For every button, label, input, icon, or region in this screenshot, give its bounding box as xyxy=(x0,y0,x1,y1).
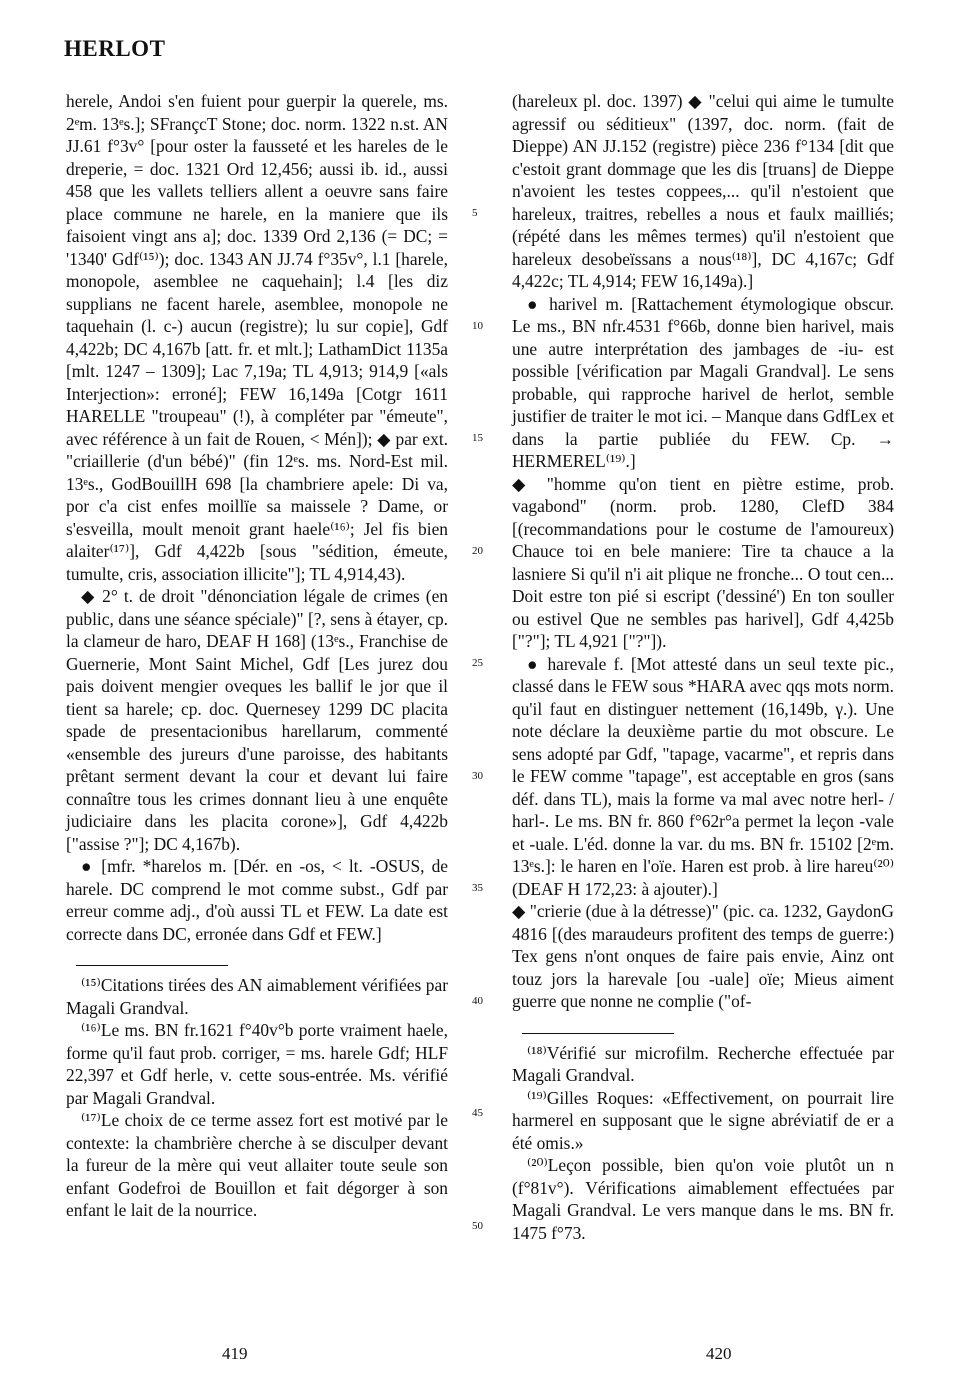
entry-harevale: ● harevale f. [Mot attesté dans un seul texte pic., classé dans le FEW sous *HARA avec qqs mots norm. qu'il faut en distinguer nettement (16,149b, γ.). Une note déclare la deuxième partie du mot obscure. Le sens adopté par Gdf, "tapage, vacarme", et repris dans le FEW comme "tapage", est acceptable en gros (sans déf. dans TL), mais la forme va mal avec notre herl- / harl-. Le ms. BN fr. 860 f°62r°a permet la leçon -vale et -uale. L'éd. donne la var. du ms. BN fr. 15102 [2ᵉm. 13ᵉs.]: le haren en l'oïe. Haren est prob. à lire hareu⁽²⁰⁾ (DEAF H 172,23: à ajouter).] xyxy=(512,653,894,899)
footnote-rule xyxy=(76,965,228,966)
footnote-16: ⁽¹⁶⁾Le ms. BN fr.1621 f°40v°b porte vraiment haele, forme qu'il faut prob. corriger, = ms. harele Gdf; HLF 22,397 et Gdf herle, v. cette sous-entrée. Ms. vérifié par Magali Grandval. xyxy=(66,1020,448,1108)
running-head: HERLOT xyxy=(64,36,166,61)
entry-harivel-sense: ◆ "homme qu'on tient en piètre estime, prob. vagabond" (norm. prob. 1280, ClefD 384 [(recommandations pour le costume de l'amoureux) Chauce toi en bele maniere: Tire ta chauce a la lasniere Si qu'il n'i ait plique ne fronche... O tout cen... Doit estre ton pié si escript ('dessiné') En ton souller ou estivel Que ne sembles pas harivel], Gdf 4,425b ["?"]; TL 4,921 ["?"]). xyxy=(512,473,894,651)
left-column xyxy=(66,90,448,1222)
page-number-left: 419 xyxy=(222,1344,248,1363)
entry-harevale-sense: ◆ "crierie (due à la détresse)" (pic. ca. 1232, GaydonG 4816 [(des maraudeurs profitent des temps de guerre:) Tex gens n'ont onques de faire pais envie, Ainz ont touz jors la harevale [ou -uale] oïe; Mieus aiment guerre que nonne ne complie ("of- xyxy=(512,901,894,1011)
line-number: 50 xyxy=(472,1220,483,1232)
line-number: 10 xyxy=(472,320,483,332)
footnote-rule xyxy=(522,1033,674,1034)
line-number: 25 xyxy=(472,657,483,669)
entry-harivel: ● harivel m. [Rattachement étymologique obscur. Le ms., BN nfr.4531 f°66b, donne bien harivel, mais une autre interprétation des jambages de -iu- est possible [vérification par Magali Grandval]. Le sens probable, qui rapproche harivel de herlot, semble justifier de traiter le mot ici. – Manque dans GdfLex et dans la partie publiée du FEW. Cp. → HERMEREL⁽¹⁹⁾.] xyxy=(512,293,894,471)
footnote-15: ⁽¹⁵⁾Citations tirées des AN aimablement vérifiées par Magali Grandval. xyxy=(66,975,448,1018)
line-number: 45 xyxy=(472,1107,483,1119)
entry-harelos: ● [mfr. *harelos m. [Dér. en -os, < lt. -OSUS, de harele. DC comprend le mot comme subst., Gdf par erreur comme adj., d'où aussi TL et FEW. La date est correcte dans DC, erronée dans Gdf et FEW.] xyxy=(66,856,448,944)
footnote-19: ⁽¹⁹⁾Gilles Roques: «Effectivement, on pourrait lire harmerel en supposant que le signe abréviatif de er a été omis.» xyxy=(512,1087,894,1153)
entry-hareleux: (hareleux pl. doc. 1397) ◆ "celui qui aime le tumulte agressif ou séditieux" (1397, doc. norm. (fait de Dieppe) AN JJ.152 (registre) pièce 236 f°134 [dit que c'estoit grant dommage que les dis [truans] de Dieppe n'avoient les testes coppees,... qu'il n'estoient que hareleux, traitres, rebelles a nous et faulx mailliés; (répété dans les mêmes termes) qu'il n'estoient que hareleux desobeïssans a nous⁽¹⁸⁾], DC 4,167c; Gdf 4,422c; TL 4,914; FEW 16,149a).] xyxy=(512,91,894,291)
page-number-right: 420 xyxy=(706,1344,732,1363)
footnote-17: ⁽¹⁷⁾Le choix de ce terme assez fort est motivé par le contexte: la chambrière cherche à se disculper devant la fureur de la mère qui veut allaiter toute seule son enfant Godefroi de Bouillon et fait dégorger à son enfant le lait de la nourrice. xyxy=(66,1110,448,1220)
line-number: 5 xyxy=(472,207,478,219)
entry-sense-2: ◆ 2° t. de droit "dénonciation légale de crimes (en public, dans une séance spéciale)" [?, sens à étayer, cp. la clameur de haro, DEAF H 168] (13ᵉs., Franchise de Guernerie, Mont Saint Michel, Gdf [Les jurez dou pais doivent mengier oveques les ballif le jor que il tient sa harele; cp. doc. Quernesey 1299 DC placita spade de presentacionibus harellarum, commenté «ensemble des jureurs d'une paroisse, des habitants prêtant serment devant la cour et devant lui faire connaître tous les crimes donnant lieu à une enquête judiciaire dans les placita corone»], Gdf 4,422b ["assise ?"]; DC 4,167b). xyxy=(66,586,448,854)
line-number: 15 xyxy=(472,432,483,444)
footnote-18: ⁽¹⁸⁾Vérifié sur microfilm. Recherche effectuée par Magali Grandval. xyxy=(512,1042,894,1085)
line-number: 30 xyxy=(472,770,483,782)
line-number: 20 xyxy=(472,545,483,557)
line-number: 35 xyxy=(472,882,483,894)
entry-text: herele, Andoi s'en fuient pour guerpir la querele, ms. 2ᵉm. 13ᵉs.]; SFrançcT Stone; doc. norm. 1322 n.st. AN JJ.61 f°3v° [pour oster la fausseté et les hareles de le dreperie, = doc. 1321 Ord 12,456; aussi ib. id., aussi 458 que les vallets telliers allent a oeuvre sans faire place commune ne harele, en la maniere que ils faisoient vingt ans a]; doc. 1339 Ord 2,136 (= DC; = '1340' Gdf⁽¹⁵⁾); doc. 1343 AN JJ.74 f°35v°, l.1 [harele, monopole, asemblee ne caquehain]; l.4 [les diz supplians ne facent harele, asemblee, monopole ne taquehain (l. c-) aucun (registre); lu sur copie], Gdf 4,422b; DC 4,167b [att. fr. et mlt.]; LathamDict 1135a [mlt. 1247 – 1309]; Lac 7,19a; TL 4,913; 914,9 [«als Interjection»: erroné]; FEW 16,149a [Cotgr 1611 HARELLE "troupeau" (!), à compléter par "émeute", avec référence à un fait de Rouen, < Mén]); ◆ par ext. "criaillerie (d'un bébé)" (fin 12ᵉs. ms. Nord-Est mil. 13ᵉs., GodBouillH 698 [la chambriere apele: Di va, por c'a cist enfes moillïe sa maissele ? Dame, or s'esveilla, moult menoit grant haele⁽¹⁶⁾; Jel fis bien alaiter⁽¹⁷⁾], Gdf 4,422b [sous "sédition, émeute, tumulte, cris, association illicite"]; TL 4,914,43). xyxy=(66,91,448,584)
line-number: 40 xyxy=(472,995,483,1007)
right-column xyxy=(512,90,894,1244)
footnote-20: ⁽²⁰⁾Leçon possible, bien qu'on voie plutôt un n (f°81v°). Vérifications aimablement effectuées par Magali Grandval. Le vers manque dans le ms. BN fr. 1475 f°73. xyxy=(512,1155,894,1243)
